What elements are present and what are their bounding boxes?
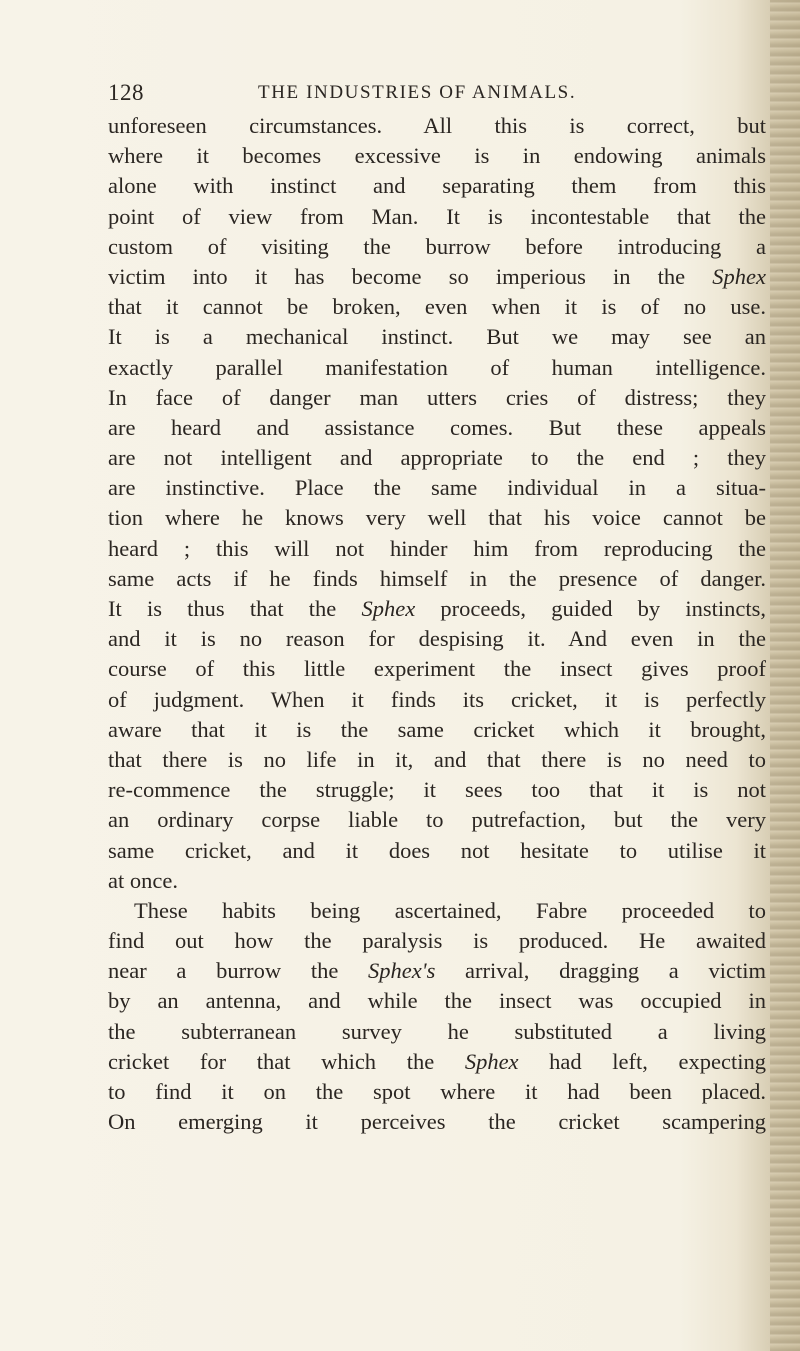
genus-name-italic: Sphex's [368, 958, 436, 984]
running-head: THE INDUSTRIES OF ANIMALS. [258, 82, 577, 103]
text-line: heard ; this will not hinder him from reproducing the [108, 535, 766, 561]
text-line: are heard and assistance comes. But these appeals [108, 414, 766, 440]
text-line: of judgment. When it finds its cricket, it is perfectly [108, 686, 766, 712]
text-line: are instinctive. Place the same individual in a situa- [108, 475, 766, 501]
text-line-paragraph-start: These habits being ascertained, Fabre proceeded to [134, 897, 766, 923]
text-line: are not intelligent and appropriate to the end ; they [108, 445, 766, 471]
text-line: aware that it is the same cricket which it brought, [108, 716, 766, 742]
text-line: that it cannot be broken, even when it is of no use. [108, 294, 766, 320]
text-line: find out how the paralysis is produced. He awaited [108, 928, 766, 954]
text-line: same cricket, and it does not hesitate to utilise it [108, 837, 766, 863]
text-line: that there is no life in it, and that there is no need to [108, 746, 766, 772]
text-line: It is thus that the Sphex proceeds, guided by instincts, [108, 596, 766, 621]
genus-name-italic: Sphex [712, 263, 766, 289]
text-line: custom of visiting the burrow before introducing a [108, 233, 766, 259]
text-line: course of this little experiment the insect gives proof [108, 656, 766, 682]
genus-name-italic: Sphex [361, 596, 416, 621]
text-line: and it is no reason for despising it. And even in the [108, 626, 766, 652]
text-line: to find it on the spot where it had been placed. [108, 1079, 766, 1104]
text-line: point of view from Man. It is incontestable that the [108, 203, 766, 229]
text-line: unforeseen circumstances. All this is correct, but [108, 113, 766, 138]
text-line: alone with instinct and separating them from this [108, 173, 766, 199]
text-line: It is a mechanical instinct. But we may see an [108, 324, 766, 350]
text-line: same acts if he finds himself in the presence of danger. [108, 565, 766, 591]
body-text [108, 111, 766, 1137]
text-line: where it becomes excessive is in endowing animals [108, 143, 766, 169]
page-edge-shadow [770, 0, 800, 1351]
text-line: by an antenna, and while the insect was occupied in [108, 988, 766, 1014]
text-line: victim into it has become so imperious in the Sphex [108, 263, 766, 289]
text-line: cricket for that which the Sphex had left, expecting [108, 1048, 766, 1074]
text-line: re-commence the struggle; it sees too that it is not [108, 777, 766, 803]
text-line-paragraph-end: at once. [108, 867, 178, 893]
text-line: the subterranean survey he substituted a living [108, 1018, 766, 1044]
text-line: an ordinary corpse liable to putrefaction, but the very [108, 807, 766, 833]
text-line: tion where he knows very well that his voice cannot be [108, 505, 766, 531]
text-line: near a burrow the Sphex's arrival, dragging a victim [108, 958, 766, 984]
text-line: In face of danger man utters cries of distress; they [108, 384, 766, 410]
page-number: 128 [108, 80, 144, 105]
page-header [108, 80, 758, 110]
genus-name-italic: Sphex [464, 1048, 519, 1074]
text-line: On emerging it perceives the cricket scampering [108, 1109, 766, 1135]
text-line: exactly parallel manifestation of human intelligence. [108, 354, 766, 380]
